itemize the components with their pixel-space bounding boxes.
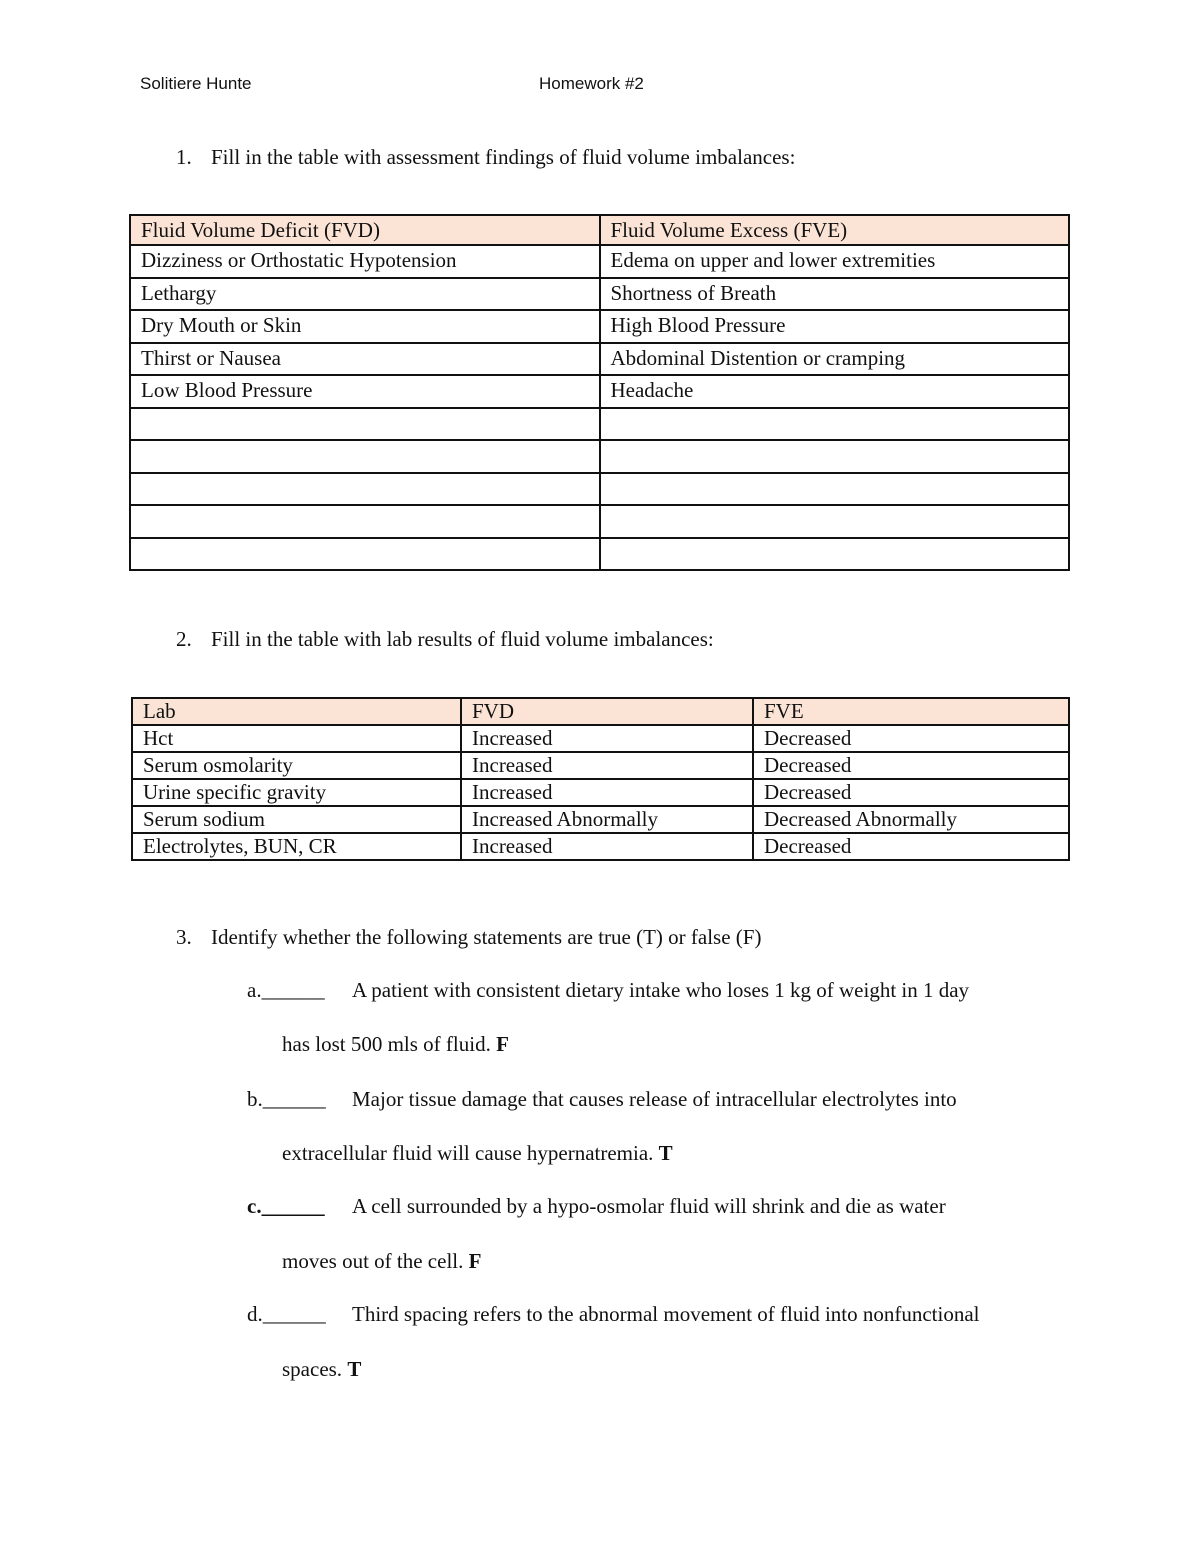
table-cell[interactable]: Decreased bbox=[753, 833, 1069, 860]
question-text: Fill in the table with lab results of fluid volume imbalances: bbox=[211, 627, 714, 651]
table-row bbox=[130, 278, 1069, 311]
question-text: Identify whether the following statements are true (T) or false (F) bbox=[211, 925, 762, 949]
question-number: 2. bbox=[176, 627, 192, 651]
table-cell[interactable] bbox=[600, 440, 1070, 473]
statement-d-line-2 bbox=[282, 1356, 361, 1382]
question-2 bbox=[176, 626, 714, 652]
table-cell[interactable]: Abdominal Distention or cramping bbox=[600, 343, 1070, 376]
table-cell[interactable] bbox=[130, 408, 600, 441]
statement-text: A cell surrounded by a hypo-osmolar fluid will shrink and die as water bbox=[352, 1194, 946, 1218]
answer-blank-a[interactable]: a.______ bbox=[247, 978, 325, 1002]
table-cell[interactable]: Increased bbox=[461, 752, 753, 779]
statement-c-line-2 bbox=[282, 1248, 481, 1274]
answer-blank-b[interactable]: b.______ bbox=[247, 1087, 326, 1111]
table-row bbox=[130, 473, 1069, 506]
answer-value: T bbox=[347, 1357, 362, 1381]
table-cell[interactable]: Decreased bbox=[753, 752, 1069, 779]
table-cell[interactable]: Urine specific gravity bbox=[132, 779, 461, 806]
table-cell[interactable] bbox=[600, 505, 1070, 538]
statement-a-line-1 bbox=[247, 977, 969, 1003]
table-cell[interactable]: Low Blood Pressure bbox=[130, 375, 600, 408]
statement-b-line-2 bbox=[282, 1140, 673, 1166]
table-header-row bbox=[132, 698, 1069, 725]
statement-text: Third spacing refers to the abnormal movement of fluid into nonfunctional bbox=[352, 1302, 980, 1326]
table-row bbox=[132, 725, 1069, 752]
table-row bbox=[130, 538, 1069, 571]
table-row bbox=[130, 343, 1069, 376]
answer-blank-d[interactable]: d.______ bbox=[247, 1302, 326, 1326]
table-row bbox=[130, 245, 1069, 278]
table-cell[interactable]: Increased Abnormally bbox=[461, 806, 753, 833]
header-cell: FVD bbox=[461, 698, 753, 725]
answer-value: T bbox=[658, 1141, 673, 1165]
table-cell[interactable]: Dizziness or Orthostatic Hypotension bbox=[130, 245, 600, 278]
table-cell[interactable]: Electrolytes, BUN, CR bbox=[132, 833, 461, 860]
table-cell[interactable] bbox=[600, 408, 1070, 441]
table-row bbox=[132, 752, 1069, 779]
table-row bbox=[130, 505, 1069, 538]
question-number: 3. bbox=[176, 925, 192, 949]
table-cell[interactable]: Decreased Abnormally bbox=[753, 806, 1069, 833]
table-cell[interactable] bbox=[130, 473, 600, 506]
statement-text: moves out of the cell. bbox=[282, 1249, 469, 1273]
header-cell: FVE bbox=[753, 698, 1069, 725]
table-cell[interactable]: Headache bbox=[600, 375, 1070, 408]
answer-value: F bbox=[468, 1249, 482, 1273]
table-cell[interactable]: Decreased bbox=[753, 725, 1069, 752]
table-cell[interactable]: Lethargy bbox=[130, 278, 600, 311]
lab-results-table bbox=[131, 697, 1070, 861]
table-cell[interactable]: High Blood Pressure bbox=[600, 310, 1070, 343]
statement-text: A patient with consistent dietary intake who loses 1 kg of weight in 1 day bbox=[352, 978, 970, 1002]
table-cell[interactable] bbox=[130, 440, 600, 473]
table-cell[interactable]: Dry Mouth or Skin bbox=[130, 310, 600, 343]
table-row bbox=[132, 833, 1069, 860]
table-cell[interactable] bbox=[600, 473, 1070, 506]
statement-text: spaces. bbox=[282, 1357, 348, 1381]
question-3 bbox=[176, 924, 761, 950]
table-cell[interactable]: Edema on upper and lower extremities bbox=[600, 245, 1070, 278]
table-cell[interactable]: Serum osmolarity bbox=[132, 752, 461, 779]
statement-text: has lost 500 mls of fluid. bbox=[282, 1032, 497, 1056]
question-1 bbox=[176, 144, 795, 170]
table-cell[interactable]: Thirst or Nausea bbox=[130, 343, 600, 376]
header-cell: Fluid Volume Deficit (FVD) bbox=[130, 215, 600, 245]
answer-blank-c[interactable]: c.______ bbox=[247, 1194, 325, 1218]
table-cell[interactable] bbox=[600, 538, 1070, 571]
document-title: Homework #2 bbox=[539, 74, 644, 93]
statement-text: Major tissue damage that causes release of intracellular electrolytes into bbox=[352, 1087, 957, 1111]
fluid-volume-assessment-table bbox=[129, 214, 1070, 571]
table-row bbox=[130, 440, 1069, 473]
table-row bbox=[132, 779, 1069, 806]
header-cell: Fluid Volume Excess (FVE) bbox=[600, 215, 1070, 245]
table-cell[interactable] bbox=[130, 505, 600, 538]
statement-c-line-1 bbox=[247, 1193, 946, 1219]
statement-a-line-2 bbox=[282, 1031, 509, 1057]
table-row bbox=[130, 375, 1069, 408]
table-cell[interactable] bbox=[130, 538, 600, 571]
table-cell[interactable]: Increased bbox=[461, 725, 753, 752]
table-cell[interactable]: Serum sodium bbox=[132, 806, 461, 833]
table-row bbox=[132, 806, 1069, 833]
question-number: 1. bbox=[176, 145, 192, 169]
statement-b-line-1 bbox=[247, 1086, 957, 1112]
author-name: Solitiere Hunte bbox=[140, 74, 252, 93]
table-cell[interactable]: Increased bbox=[461, 779, 753, 806]
statement-text: extracellular fluid will cause hypernatremia. bbox=[282, 1141, 659, 1165]
table-cell[interactable]: Shortness of Breath bbox=[600, 278, 1070, 311]
table-row bbox=[130, 408, 1069, 441]
table-header-row bbox=[130, 215, 1069, 245]
table-cell[interactable]: Increased bbox=[461, 833, 753, 860]
table-cell[interactable]: Decreased bbox=[753, 779, 1069, 806]
table-cell[interactable]: Hct bbox=[132, 725, 461, 752]
header-cell: Lab bbox=[132, 698, 461, 725]
statement-d-line-1 bbox=[247, 1301, 980, 1327]
table-row bbox=[130, 310, 1069, 343]
question-text: Fill in the table with assessment findings of fluid volume imbalances: bbox=[211, 145, 796, 169]
answer-value: F bbox=[496, 1032, 509, 1056]
